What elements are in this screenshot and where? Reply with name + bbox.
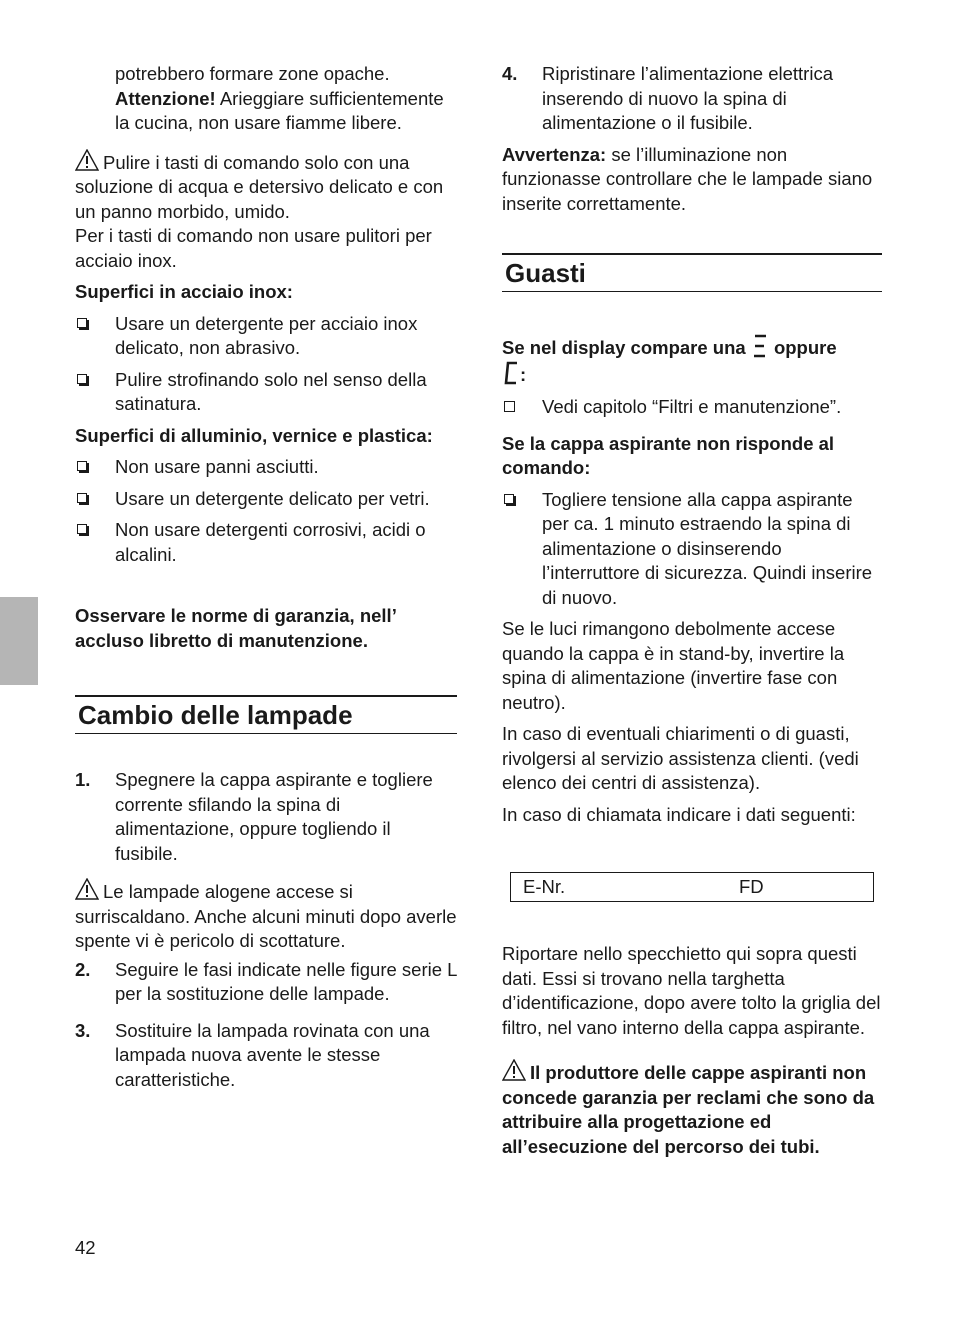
checkbox-bullet-icon [77,318,87,328]
intro-block [75,62,457,136]
warning-triangle-icon [75,149,99,171]
list-item: Togliere tensione alla cappa aspirante per ca. 1 minuto estraendo la spina di alimentazione o disinserendo l’interruttore di sicurezza. Quindi inserire di nuovo. [502,488,882,611]
warning-triangle-icon [75,878,99,900]
list-item: Non usare detergenti corrosivi, acidi o alcalini. [75,518,457,567]
step-item: 3. Sostituire la lampada rovinata con una lampada nuova avente le stesse caratteristiche. [75,1019,430,1090]
list-item: Pulire strofinando solo nel senso della satinatura. [75,368,457,417]
identification-box [510,872,874,902]
warranty-note: Osservare le norme di garanzia, nell’ accluso libretto di manutenzione. [75,605,396,651]
checkbox-bullet-icon [77,524,87,534]
report-text: Riportare nello specchietto qui sopra questi dati. Essi si trovano nella targhetta d’identificazione, dopo avere tolto la griglia del filtro, nel vano interno della cappa aspirante. [502,943,881,1038]
lamp-change-heading: Cambio delle lampade [75,695,457,734]
steel-heading: Superfici in acciaio inox: [75,281,293,302]
checkbox-bullet-icon [77,493,87,503]
enr-label: E-Nr. [523,876,566,897]
right-column [502,62,882,1166]
checkbox-bullet-icon [504,401,515,412]
no-steel-cleaner-text: Per i tasti di comando non usare pulitori per acciaio inox. [75,225,432,271]
list-item: Usare un detergente delicato per vetri. [75,487,457,512]
page-number: 42 [75,1237,96,1258]
warning-halogen: Le lampade alogene accese si surriscaldano. Anche alcuni minuti dopo averle spente vi è pericolo di scottature. [75,878,457,954]
list-item: Usare un detergente per acciaio inox delicato, non abrasivo. [75,312,457,361]
lights-text: Se le luci rimangono debolmente accese quando la cappa è in stand-by, invertire la spina di alimentazione (invertire fase con neutro). [502,618,845,713]
attention-label: Attenzione! [115,87,216,109]
attention-text: Arieggiare sufficientemente la cucina, non usare fiamme libere. [115,87,444,133]
step-item: 4. Ripristinare l’alimentazione elettrica inserendo di nuovo la spina di alimentazione o il fusibile. [502,63,833,133]
fd-label: FD [739,876,764,897]
display-question: Se nel display compare una oppure : [502,334,882,388]
warning-triangle-icon [502,1059,526,1081]
warning-buttons-cleaning: Pulire i tasti di comando solo con una soluzione di acqua e detersivo delicato e con un panno morbido, umido. [75,149,457,225]
warning-pipes: Il produttore delle cappe aspiranti non concede garanzia per reclami che sono da attribuire alla progettazione ed all’esecuzione del percorso dei tubi. [502,1059,882,1159]
step-item: 2. Seguire le fasi indicate nelle figure serie L per la sostituzione delle lampade. [75,958,457,1004]
checkbox-bullet-icon [77,374,87,384]
display-segment-e-icon [751,334,769,358]
list-item: Non usare panni asciutti. [75,455,457,480]
notice-text: Avvertenza: se l’illuminazione non funzionasse controllare che le lampade siano inserite correttamente. [502,143,873,214]
list-item: Vedi capitolo “Filtri e manutenzione”. [502,395,882,420]
no-response-heading: Se la cappa aspirante non risponde al comando: [502,432,835,478]
side-tab-marker [0,597,38,685]
display-segment-c-icon [502,361,520,385]
step-item: 1. Spegnere la cappa aspirante e togliere corrente sfilando la spina di alimentazione, oppure togliendo il fusibile. [75,769,433,864]
intro-text: potrebbero formare zone opache. Attenzione! Arieggiare sufficientemente la cucina, non usare fiamme libere. [115,63,444,133]
call-text: In caso di chiamata indicare i dati seguenti: [502,803,856,825]
aluminium-heading: Superfici di alluminio, vernice e plastica: [75,424,433,446]
service-text: In caso di eventuali chiarimenti o di guasti, rivolgersi al servizio assistenza clienti. (vedi elenco dei centri di assistenza). [502,723,859,793]
checkbox-bullet-icon [77,461,87,471]
left-column [75,62,457,1099]
checkbox-bullet-icon [504,494,514,504]
faults-heading: Guasti [502,253,882,292]
